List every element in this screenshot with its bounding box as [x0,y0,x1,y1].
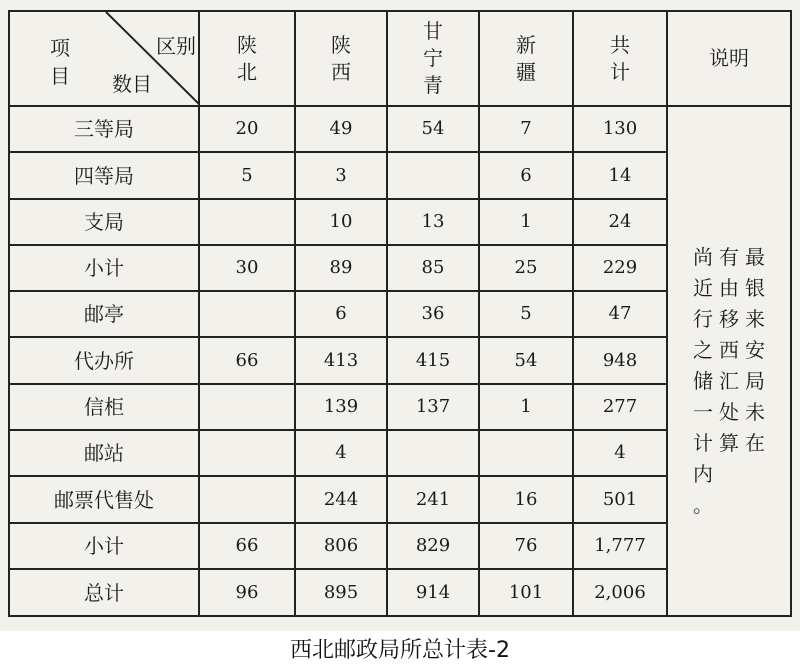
cell-shanxi: 139 [295,384,387,430]
cell-shanxi: 413 [295,337,387,384]
cell-xinjiang: 1 [479,384,573,430]
corner-item-label: 项目 [50,36,70,88]
row-label: 支局 [9,199,199,245]
cell-shanxi: 3 [295,152,387,199]
col-header-shanbei: 陕北 [199,11,295,106]
cell-ganningqing: 829 [387,523,479,569]
header-row [9,11,791,106]
cell-total: 14 [573,152,667,199]
cell-shanxi: 895 [295,569,387,616]
cell-total: 948 [573,337,667,384]
cell-shanbei [199,476,295,523]
corner-region-label: 区别 [156,34,196,58]
row-label: 邮站 [9,430,199,476]
cell-xinjiang: 5 [479,291,573,337]
cell-total: 4 [573,430,667,476]
row-label: 邮票代售处 [9,476,199,523]
cell-xinjiang: 25 [479,245,573,291]
note-cell [667,106,791,616]
cell-shanbei: 66 [199,523,295,569]
cell-total: 229 [573,245,667,291]
cell-shanbei [199,430,295,476]
row-label: 邮亭 [9,291,199,337]
cell-shanxi: 806 [295,523,387,569]
col-header-shanxi: 陕西 [295,11,387,106]
cell-xinjiang [479,430,573,476]
cell-shanbei [199,291,295,337]
cell-shanbei [199,199,295,245]
cell-xinjiang: 16 [479,476,573,523]
cell-ganningqing: 36 [387,291,479,337]
diagonal-divider [10,12,200,105]
cell-shanxi: 4 [295,430,387,476]
col-header-xinjiang: 新疆 [479,11,573,106]
cell-ganningqing: 241 [387,476,479,523]
cell-xinjiang: 101 [479,569,573,616]
row-label: 小计 [9,245,199,291]
cell-shanbei: 20 [199,106,295,152]
cell-ganningqing: 914 [387,569,479,616]
cell-shanbei [199,384,295,430]
table-row [9,106,791,152]
cell-ganningqing [387,152,479,199]
note-column: 有 由 移 西 汇 处 算 [719,244,739,455]
cell-shanxi: 89 [295,245,387,291]
cell-xinjiang: 76 [479,523,573,569]
cell-ganningqing: 54 [387,106,479,152]
row-label: 四等局 [9,152,199,199]
cell-total: 2,006 [573,569,667,616]
cell-total: 130 [573,106,667,152]
corner-count-label: 数目 [112,72,152,96]
cell-xinjiang: 7 [479,106,573,152]
cell-xinjiang: 54 [479,337,573,384]
cell-shanbei: 5 [199,152,295,199]
cell-ganningqing: 85 [387,245,479,291]
cell-shanbei: 96 [199,569,295,616]
cell-total: 277 [573,384,667,430]
corner-header [9,11,199,106]
cell-shanxi: 6 [295,291,387,337]
cell-shanbei: 66 [199,337,295,384]
col-header-total: 共计 [573,11,667,106]
row-label: 小计 [9,523,199,569]
cell-total: 47 [573,291,667,337]
col-header-ganningqing: 甘宁青 [387,11,479,106]
cell-shanxi: 244 [295,476,387,523]
cell-shanbei: 30 [199,245,295,291]
cell-shanxi: 49 [295,106,387,152]
cell-ganningqing: 415 [387,337,479,384]
cell-ganningqing: 137 [387,384,479,430]
cell-ganningqing [387,430,479,476]
row-label: 代办所 [9,337,199,384]
table-caption: 西北邮政局所总计表-2 [0,631,800,671]
col-header-note: 说明 [667,11,791,106]
statistics-table [8,10,792,617]
row-label: 总计 [9,569,199,616]
cell-ganningqing: 13 [387,199,479,245]
cell-xinjiang: 6 [479,152,573,199]
cell-shanxi: 10 [295,199,387,245]
cell-total: 501 [573,476,667,523]
note-column: 尚 近 行 之 储 一 计 内 。 [693,244,713,517]
row-label: 三等局 [9,106,199,152]
cell-total: 24 [573,199,667,245]
cell-xinjiang: 1 [479,199,573,245]
row-label: 信柜 [9,384,199,430]
note-column: 最 银 来 安 局 未 在 [745,244,765,455]
cell-total: 1,777 [573,523,667,569]
